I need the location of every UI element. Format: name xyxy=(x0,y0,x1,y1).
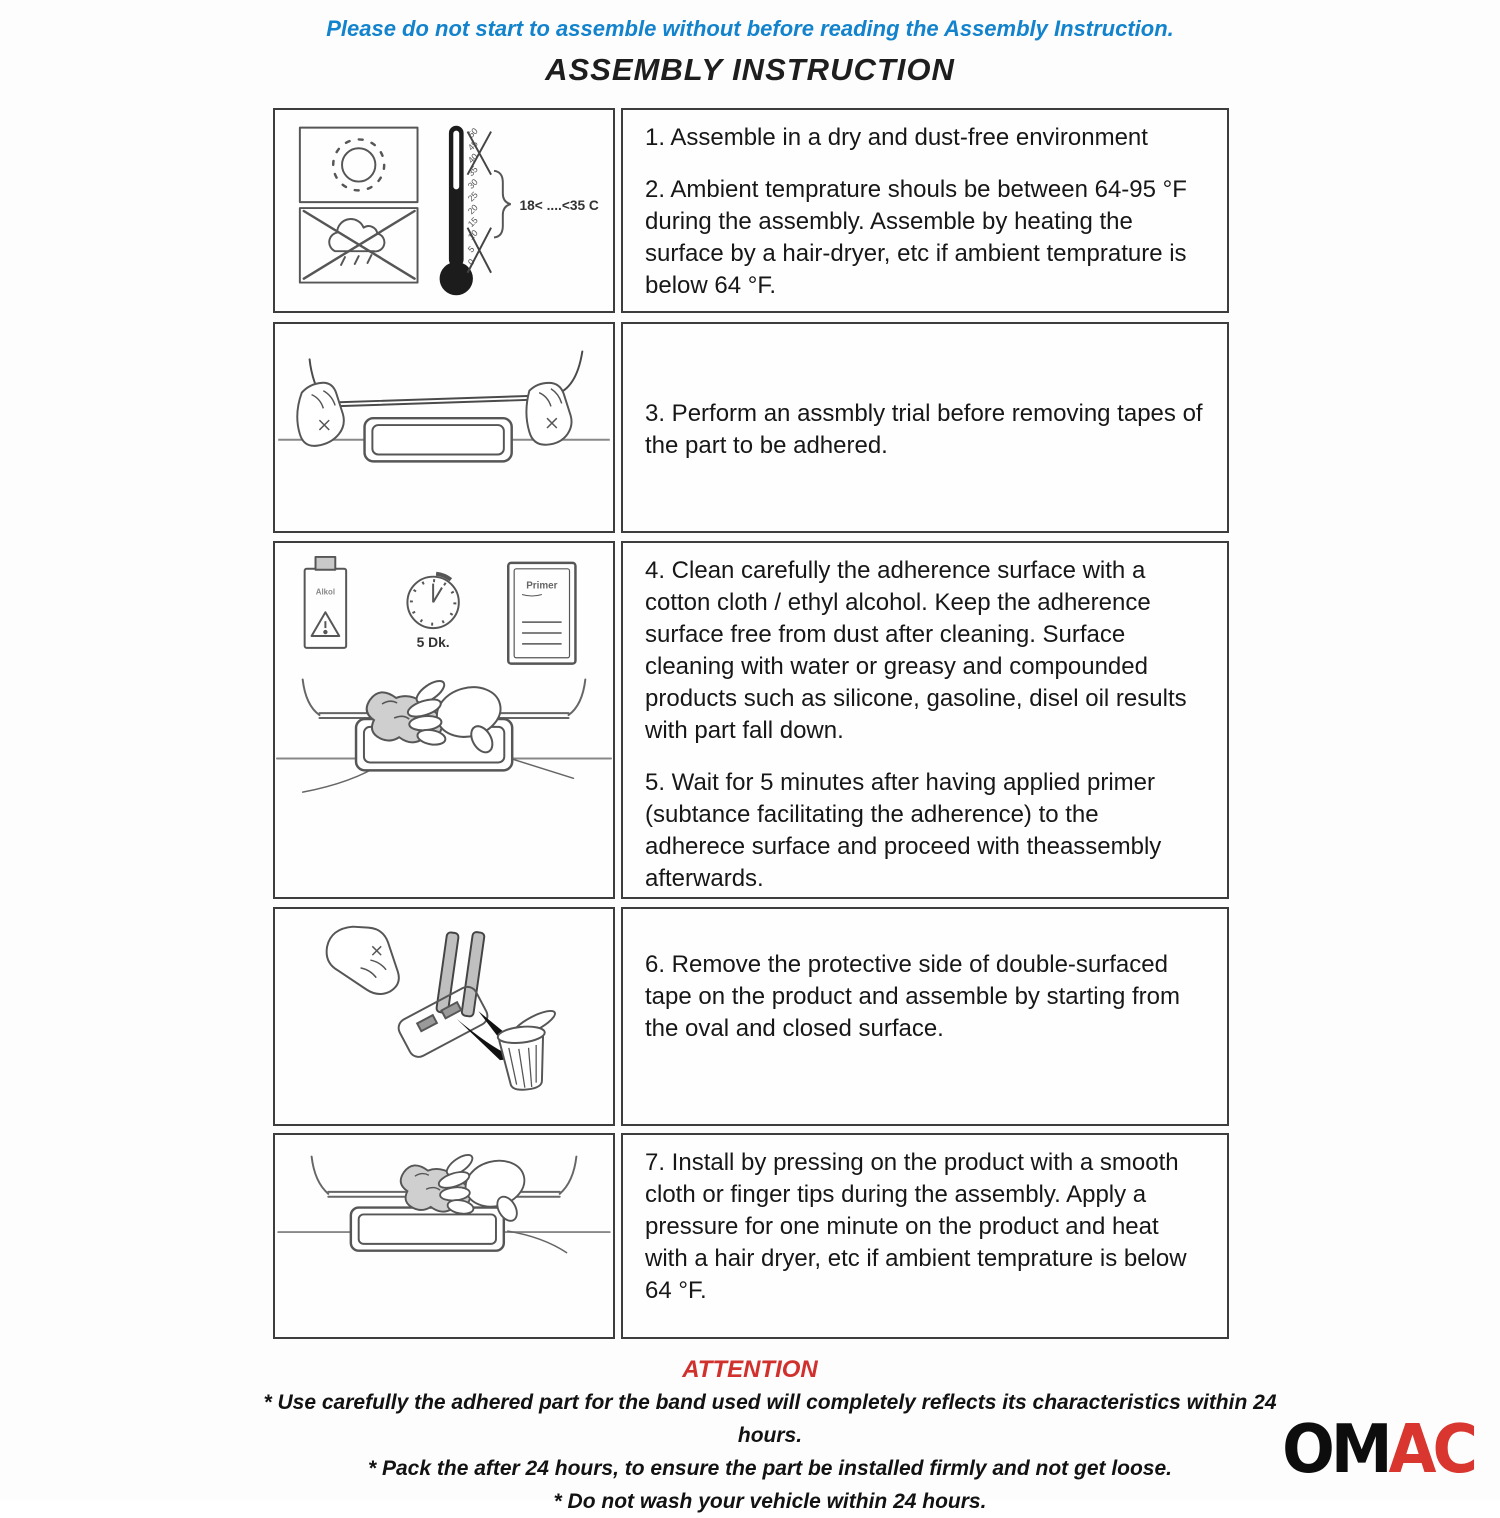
step-text-1 xyxy=(621,108,1229,313)
step-row-5 xyxy=(0,1133,1500,1339)
step-row-2 xyxy=(0,322,1500,533)
step-paragraph: 2. Ambient temprature shouls be between 64-95 °F during the assembly. Assemble by heating the surface by a hair-dryer, etc if ambient temprature is below 64 °F. xyxy=(645,176,1187,299)
step-paragraph: 4. Clean carefully the adherence surface with a cotton cloth / ethyl alcohol. Keep the adherence surface free from dust after cleaning. Surface cleaning with water or greasy and compounded products such as silicone, gasoline, disel oil results with part fall down. xyxy=(645,557,1187,744)
thermometer-scale-value: 35 xyxy=(465,164,480,179)
illustration-clean xyxy=(273,541,615,899)
temp-range-label: 18< ....<35 C xyxy=(519,198,599,214)
left-hand-icon xyxy=(297,383,344,446)
step-paragraph: 6. Remove the protective side of double-surfaced tape on the product and assemble by starting from the oval and closed surface. xyxy=(645,951,1180,1042)
illustration-tape-removal xyxy=(273,907,615,1126)
illustration-trial xyxy=(273,322,615,533)
climate-illustration xyxy=(275,110,613,311)
step-text-5 xyxy=(621,1133,1229,1339)
thermometer-scale-value: 30 xyxy=(465,176,480,191)
range-brace xyxy=(494,171,511,238)
attention-note: * Do not wash your vehicle within 24 hours. xyxy=(553,1490,987,1513)
thermometer-scale-value: 45 xyxy=(465,138,480,153)
step-row-4 xyxy=(0,907,1500,1126)
omac-logo xyxy=(1282,1409,1474,1488)
illustration-press xyxy=(273,1133,615,1339)
attention-note: * Use carefully the adhered part for the band used will completely reflects its characteristics within 24 hours. xyxy=(263,1391,1277,1447)
thermometer-scale-value: 10 xyxy=(465,227,480,242)
notice-text: Please do not start to assemble without before reading the Assembly Instruction. xyxy=(326,16,1174,41)
primer-card-icon xyxy=(508,563,575,664)
step-paragraph: 7. Install by pressing on the product with a smooth cloth or finger tips during the assembly. Apply a pressure for one minute on the product and heat with a hair dryer, etc if ambient temprature is below 64 °F. xyxy=(645,1149,1187,1304)
attention-note: * Pack the after 24 hours, to ensure the part be installed firmly and not get loose. xyxy=(367,1457,1173,1480)
step-paragraph: 1. Assemble in a dry and dust-free environment xyxy=(645,124,1148,151)
omac-logo-red: AC xyxy=(1388,1409,1474,1488)
omac-logo-black: OM xyxy=(1282,1409,1389,1488)
thermometer-scale-value: 0 xyxy=(465,256,477,268)
thermometer-scale-value: 40 xyxy=(465,151,480,166)
sun-icon xyxy=(342,148,375,181)
thermometer-scale-value: 50 xyxy=(465,125,480,140)
press-illustration xyxy=(275,1135,613,1337)
clock-icon xyxy=(407,574,458,628)
step-text-3 xyxy=(621,541,1229,899)
holding-hand-icon xyxy=(327,927,399,994)
right-hand-icon xyxy=(526,383,571,445)
step-text-2 xyxy=(621,322,1229,533)
attention-notes xyxy=(250,1386,1290,1518)
step-row-1 xyxy=(0,108,1500,313)
thermometer-scale-value: 25 xyxy=(465,189,480,204)
step-text-4 xyxy=(621,907,1229,1126)
clean-illustration xyxy=(275,543,613,897)
tape-removal-illustration xyxy=(275,909,613,1124)
step-paragraph: 3. Perform an assmbly trial before removing tapes of the part to be adhered. xyxy=(645,399,1203,459)
trial-illustration xyxy=(275,324,613,531)
illustration-climate xyxy=(273,108,615,313)
primer-label: Primer xyxy=(526,580,558,592)
attention-title: ATTENTION xyxy=(682,1356,818,1383)
thermometer-scale-value: 15 xyxy=(465,215,480,230)
page-title: ASSEMBLY INSTRUCTION xyxy=(545,52,955,87)
tape-strips-icon xyxy=(436,928,485,1017)
step-row-3 xyxy=(0,541,1500,899)
alcohol-label: Alkol xyxy=(315,587,336,597)
trash-can-icon xyxy=(495,1006,565,1092)
step-paragraph: 5. Wait for 5 minutes after having applied primer (subtance facilitating the adherence) to the adherece surface and proceed with theassembly afterwards. xyxy=(645,769,1162,892)
clock-caption: 5 Dk. xyxy=(416,633,450,650)
thermometer-scale-value: 20 xyxy=(465,202,480,217)
thermometer-scale-value: 5 xyxy=(465,244,477,255)
